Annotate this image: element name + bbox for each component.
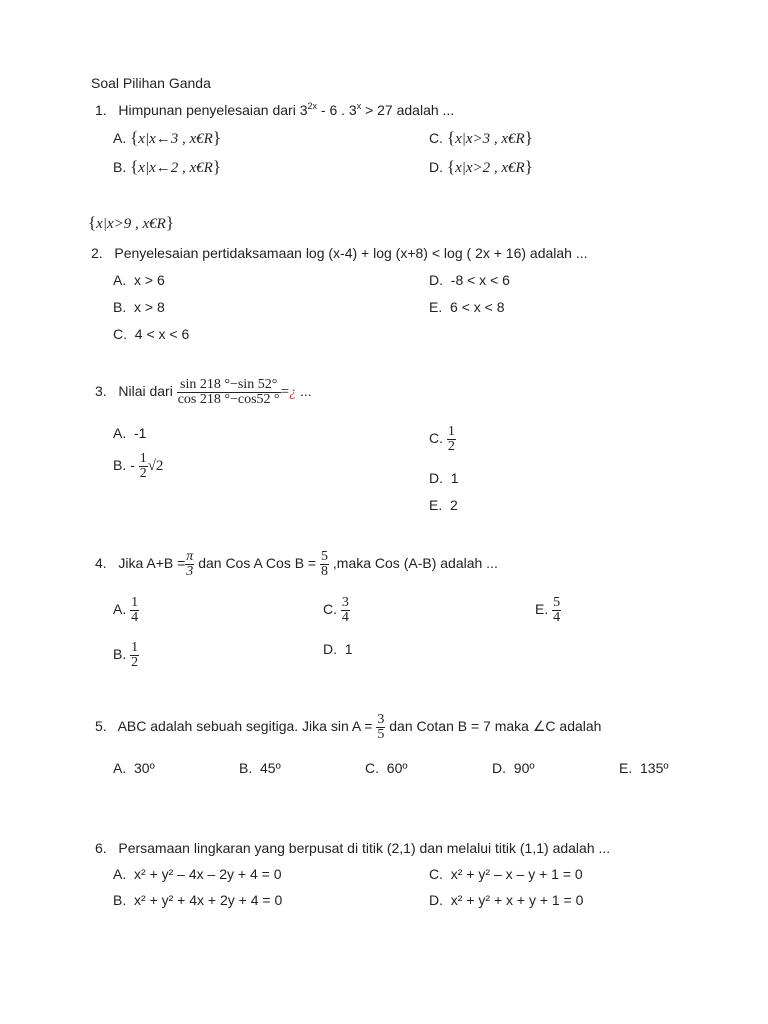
option-label: C. bbox=[365, 760, 379, 776]
question-number: 2. bbox=[91, 245, 103, 261]
option-label: D. bbox=[429, 470, 443, 486]
option-text: x² + y² – 4x – 2y + 4 = 0 bbox=[134, 866, 282, 882]
fraction: $\frac{3}{4}$ bbox=[341, 595, 349, 625]
option-label: C. bbox=[323, 601, 337, 618]
option-label: D. bbox=[429, 272, 443, 288]
option-text: 1 bbox=[344, 641, 353, 657]
option-b[interactable]: B. - $\frac{1}{2}$ √2 bbox=[113, 451, 164, 481]
option-text: x > 8 bbox=[134, 299, 165, 315]
option-e[interactable] bbox=[619, 760, 669, 776]
exponent: x bbox=[356, 101, 362, 111]
option-e[interactable] bbox=[429, 299, 505, 315]
fraction: $\frac{1}{2}$ bbox=[131, 640, 139, 670]
option-d[interactable] bbox=[429, 272, 510, 288]
option-text: 6 < x < 8 bbox=[450, 299, 505, 315]
option-label: B. bbox=[113, 892, 127, 908]
set-expression: x|x>3 , x€R bbox=[455, 131, 525, 147]
option-d[interactable] bbox=[429, 892, 583, 908]
option-label: B. bbox=[113, 159, 127, 175]
option-d[interactable] bbox=[492, 760, 534, 776]
option-text: 2 bbox=[450, 497, 458, 513]
page-title: Soal Pilihan Ganda bbox=[91, 75, 211, 91]
option-text: 45º bbox=[260, 760, 281, 776]
option-text: x² + y² + x + y + 1 = 0 bbox=[450, 892, 584, 908]
option-text: x² + y² + 4x + 2y + 4 = 0 bbox=[134, 892, 283, 908]
set-expression: x|x>2 , x€R bbox=[455, 160, 525, 176]
option-label: B. bbox=[113, 457, 127, 474]
fraction: $\frac{\sin 218 ^\circ-\sin 52^\circ}{\cos 218 ^\circ-\cos 52 ^\circ}$ bbox=[177, 377, 280, 407]
loose-set-expression: {x|x>9 , x€R} bbox=[88, 213, 174, 232]
option-text: x² + y² – x – y + 1 = 0 bbox=[450, 866, 583, 882]
error-glyph: ¿ bbox=[289, 385, 297, 401]
option-label: E. bbox=[619, 760, 633, 776]
option-label: A. bbox=[113, 130, 127, 146]
exponent: 2x bbox=[307, 101, 317, 111]
option-label: D. bbox=[323, 641, 337, 657]
fraction: $\frac{1}{2}$ bbox=[139, 451, 147, 481]
option-label: E. bbox=[535, 601, 549, 618]
question-number: 3. bbox=[95, 383, 107, 400]
question-text: > 27 adalah ... bbox=[361, 102, 455, 118]
option-label: A. bbox=[113, 425, 127, 441]
option-label: E. bbox=[429, 299, 443, 315]
option-label: A. bbox=[113, 866, 127, 882]
question-4: 4. Jika A+B = $\frac{\pi}{3}$ dan Cos A Cos B = $\frac{5}{8}$ ,maka Cos (A-B) adalah ... bbox=[95, 549, 498, 579]
option-c[interactable] bbox=[365, 760, 407, 776]
option-text: -8 < x < 6 bbox=[450, 272, 510, 288]
option-text: x > 6 bbox=[134, 272, 165, 288]
option-label: A. bbox=[113, 760, 127, 776]
option-a[interactable] bbox=[113, 760, 155, 776]
fraction: $\frac{\pi}{3}$ bbox=[186, 549, 194, 579]
option-a[interactable]: A. {x|x←3 , x€R} bbox=[113, 128, 221, 147]
question-1 bbox=[95, 102, 454, 118]
option-a[interactable] bbox=[113, 866, 281, 882]
option-d[interactable] bbox=[323, 641, 353, 657]
option-label: E. bbox=[429, 497, 443, 513]
question-6 bbox=[95, 840, 610, 856]
option-b[interactable]: B. {x|x←2 , x€R} bbox=[113, 157, 221, 176]
option-label: B. bbox=[239, 760, 253, 776]
option-c[interactable]: C. {x|x>3 , x€R} bbox=[429, 128, 533, 147]
option-c[interactable] bbox=[113, 326, 189, 342]
fraction: $\frac{1}{4}$ bbox=[131, 595, 139, 625]
question-text: - 6 . 3 bbox=[317, 102, 357, 118]
option-text: -1 bbox=[134, 425, 147, 441]
question-text: Penyelesaian pertidaksamaan log (x-4) + log (x+8) < log ( 2x + 16) adalah ... bbox=[114, 245, 588, 261]
option-b[interactable] bbox=[113, 892, 282, 908]
option-label: A. bbox=[113, 601, 127, 618]
question-text: Persamaan lingkaran yang berpusat di titik (2,1) dan melalui titik (1,1) adalah ... bbox=[118, 840, 611, 856]
question-5: 5. ABC adalah sebuah segitiga. Jika sin A = $\frac{3}{5}$ dan Cotan B = 7 maka ∠C adalah bbox=[95, 712, 602, 742]
option-text: 90º bbox=[513, 760, 535, 776]
option-b[interactable] bbox=[239, 760, 281, 776]
option-label: B. bbox=[113, 299, 127, 315]
option-label: C. bbox=[429, 866, 443, 882]
question-number: 5. bbox=[95, 718, 107, 735]
option-label: C. bbox=[113, 326, 127, 342]
option-text: 4 < x < 6 bbox=[134, 326, 190, 342]
option-label: B. bbox=[113, 646, 127, 663]
option-label: D. bbox=[492, 760, 506, 776]
question-3: 3. Nilai dari $\frac{\sin 218 ^\circ-\sin 52^\circ}{\cos 218 ^\circ-\cos 52 ^\circ}$ =¿ ... bbox=[95, 377, 312, 407]
fraction: $\frac{5}{4}$ bbox=[553, 595, 561, 625]
option-c[interactable] bbox=[429, 425, 456, 454]
question-number: 4. bbox=[95, 555, 107, 572]
option-a[interactable] bbox=[113, 596, 139, 625]
option-b[interactable] bbox=[113, 641, 139, 670]
question-number: 6. bbox=[95, 840, 107, 856]
option-label: C. bbox=[429, 130, 443, 146]
set-expression: x|x←3 , x€R bbox=[138, 131, 213, 147]
option-d[interactable] bbox=[429, 470, 459, 486]
set-expression: x|x←2 , x€R bbox=[138, 160, 213, 176]
option-label: A. bbox=[113, 272, 127, 288]
option-label: D. bbox=[429, 892, 443, 908]
option-label: D. bbox=[429, 159, 443, 175]
option-b[interactable] bbox=[113, 299, 165, 315]
option-d[interactable]: D. {x|x>2 , x€R} bbox=[429, 157, 533, 176]
fraction: $\frac{5}{8}$ bbox=[321, 549, 328, 579]
fraction: $\frac{3}{5}$ bbox=[377, 712, 385, 742]
option-text: 1 bbox=[450, 470, 459, 486]
option-text: 135º bbox=[640, 760, 669, 776]
option-label: C. bbox=[429, 430, 443, 447]
question-2 bbox=[91, 245, 588, 261]
option-text: 60º bbox=[386, 760, 408, 776]
question-text: Himpunan penyelesaian dari 3 bbox=[118, 102, 308, 118]
question-text: Nilai dari bbox=[118, 383, 173, 400]
option-text: 30º bbox=[134, 760, 155, 776]
option-c[interactable] bbox=[429, 866, 583, 882]
question-number: 1. bbox=[95, 102, 107, 118]
option-c[interactable] bbox=[323, 596, 350, 625]
option-a[interactable] bbox=[113, 425, 146, 441]
fraction: $\frac{1}{2}$ bbox=[447, 424, 455, 454]
option-e[interactable] bbox=[429, 497, 458, 513]
option-a[interactable] bbox=[113, 272, 165, 288]
option-e[interactable] bbox=[535, 596, 561, 625]
